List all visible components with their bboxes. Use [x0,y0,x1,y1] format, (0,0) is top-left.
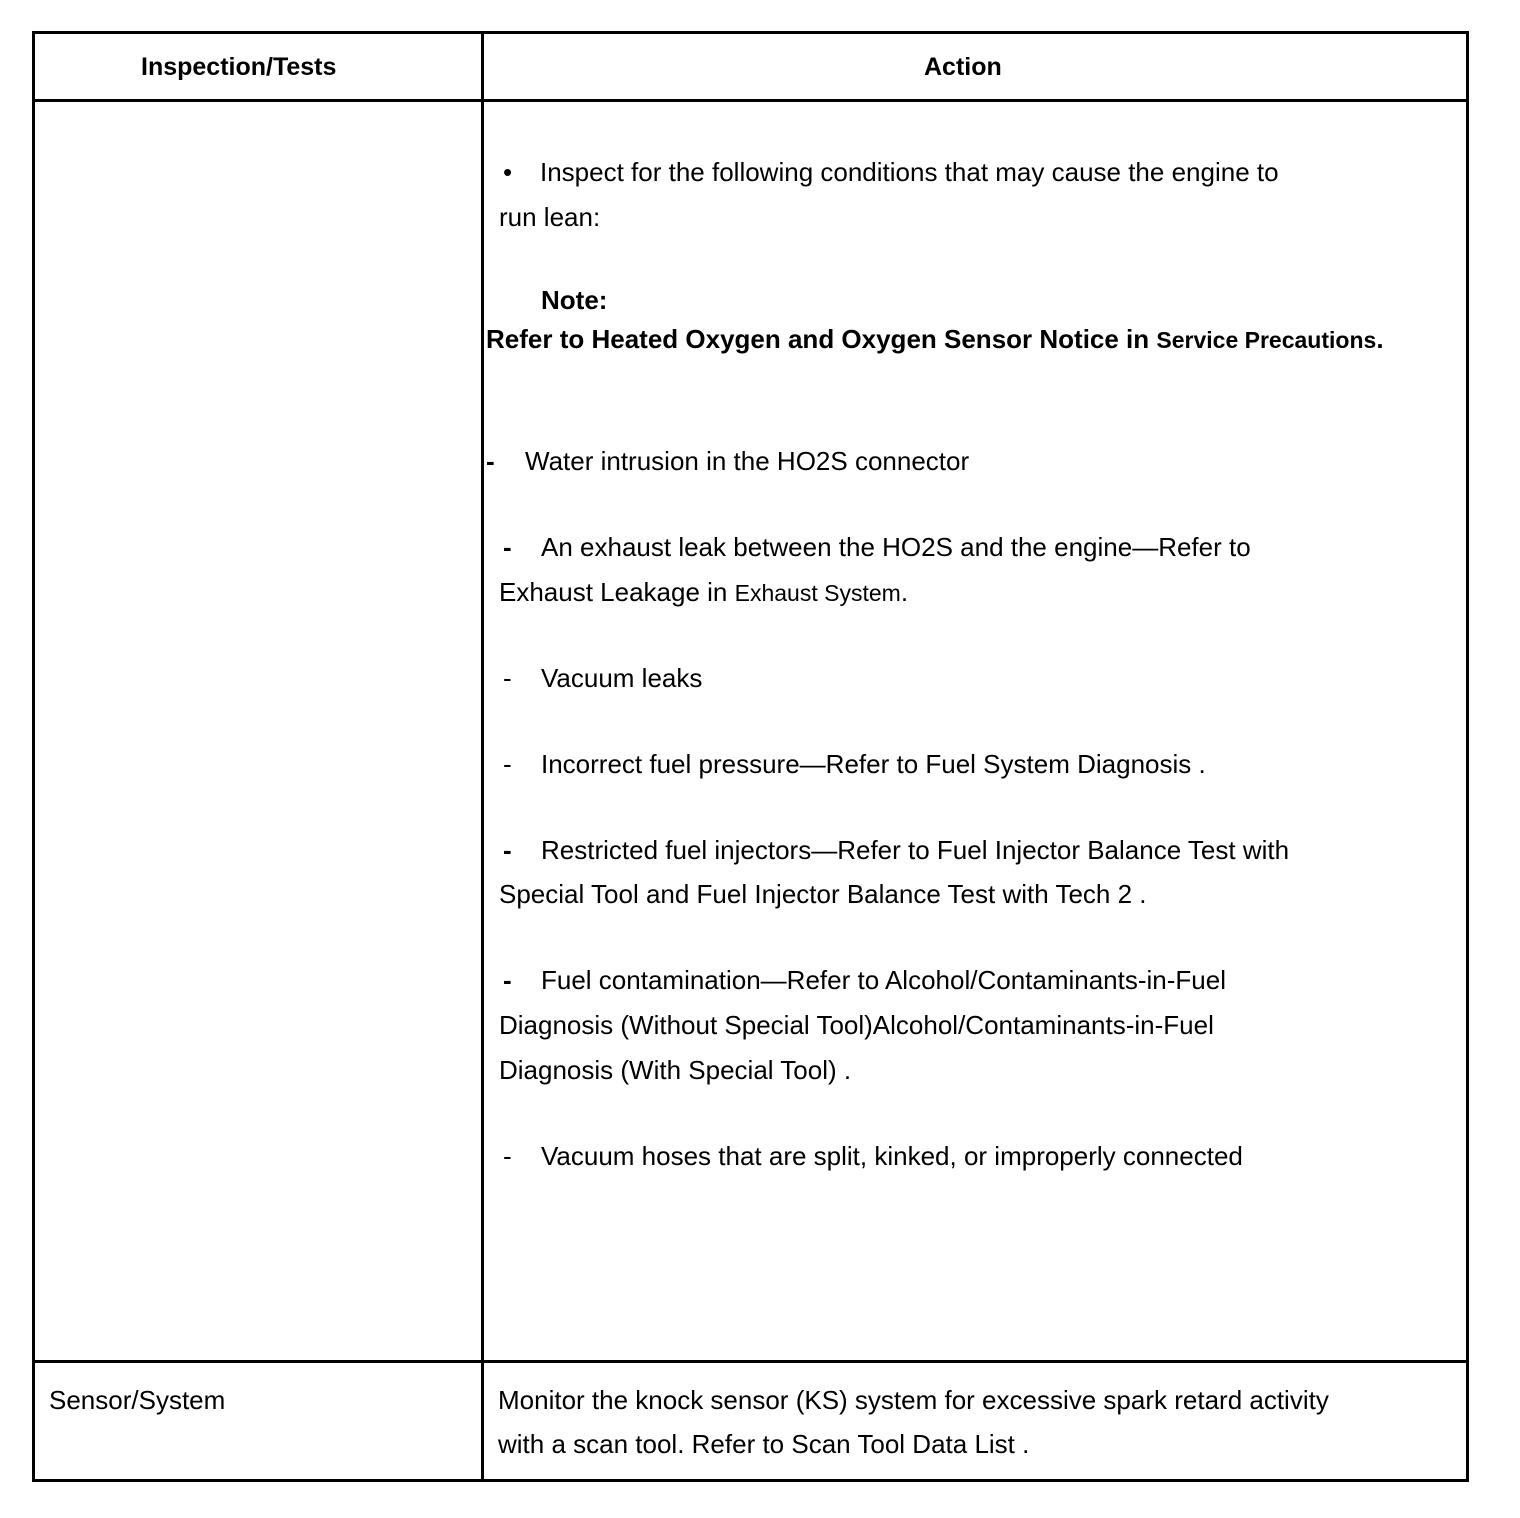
item-3-line-1: Vacuum leaks [541,663,703,693]
intro-line-1: Inspect for the following conditions that may cause the engine to [540,157,1279,187]
item-4-line-1a: Incorrect fuel pressure [541,749,800,779]
note-text-body: Refer to Heated Oxygen and Oxygen Sensor Notice in [486,324,1150,354]
header-divider [32,99,1469,102]
row-2-action-line-2: with a scan tool. Refer to Scan Tool Data List . [498,1429,1030,1459]
note-link-service-precautions: Service Precautions [1156,327,1377,353]
item-3-dash: - [503,663,512,693]
item-5-line-1: Restricted fuel injectors—Refer to Fuel Injector Balance Test with [541,835,1290,865]
item-5-line-2: Special Tool and Fuel Injector Balance Test with Tech 2 . [499,879,1147,909]
item-2-dash: - [503,532,512,562]
item-6-dash: - [503,965,512,995]
row-2-action-line-1: Monitor the knock sensor (KS) system for excessive spark retard activity [498,1385,1329,1415]
item-7-dash: - [503,1141,512,1171]
item-2-line-2a: Exhaust Leakage in [499,577,728,607]
item-1-dash: - [486,446,495,476]
intro-bullet: • [503,157,513,187]
item-4-line-1 [541,749,1206,779]
item-5-dash: - [503,835,512,865]
item-6-line-3: Diagnosis (With Special Tool) . [499,1055,852,1085]
row-divider [32,1360,1469,1363]
column-divider [481,31,484,1482]
item-2-line-2 [499,577,908,608]
item-7-line-1: Vacuum hoses that are split, kinked, or improperly connected [541,1141,1243,1171]
note-text [486,324,1384,355]
row-2-inspection: Sensor/System [49,1385,226,1415]
item-2-link-exhaust-system: Exhaust System [734,580,901,606]
item-2-line-2c: . [900,577,909,607]
item-6-line-2: Diagnosis (Without Special Tool)Alcohol/Contaminants-in-Fuel [499,1010,1214,1040]
item-6-line-1: Fuel contamination—Refer to Alcohol/Contaminants-in-Fuel [541,965,1227,995]
header-inspection-tests: Inspection/Tests [141,53,337,81]
item-2-line-1: An exhaust leak between the HO2S and the engine—Refer to [541,532,1251,562]
item-4-line-1b: —Refer to Fuel System Diagnosis . [799,749,1206,779]
note-label: Note: [541,285,608,315]
note-end: . [1376,324,1384,354]
intro-line-2: run lean: [499,202,601,232]
item-4-dash: - [503,749,512,779]
header-action: Action [924,53,1002,81]
item-1-line-1: Water intrusion in the HO2S connector [525,446,970,476]
